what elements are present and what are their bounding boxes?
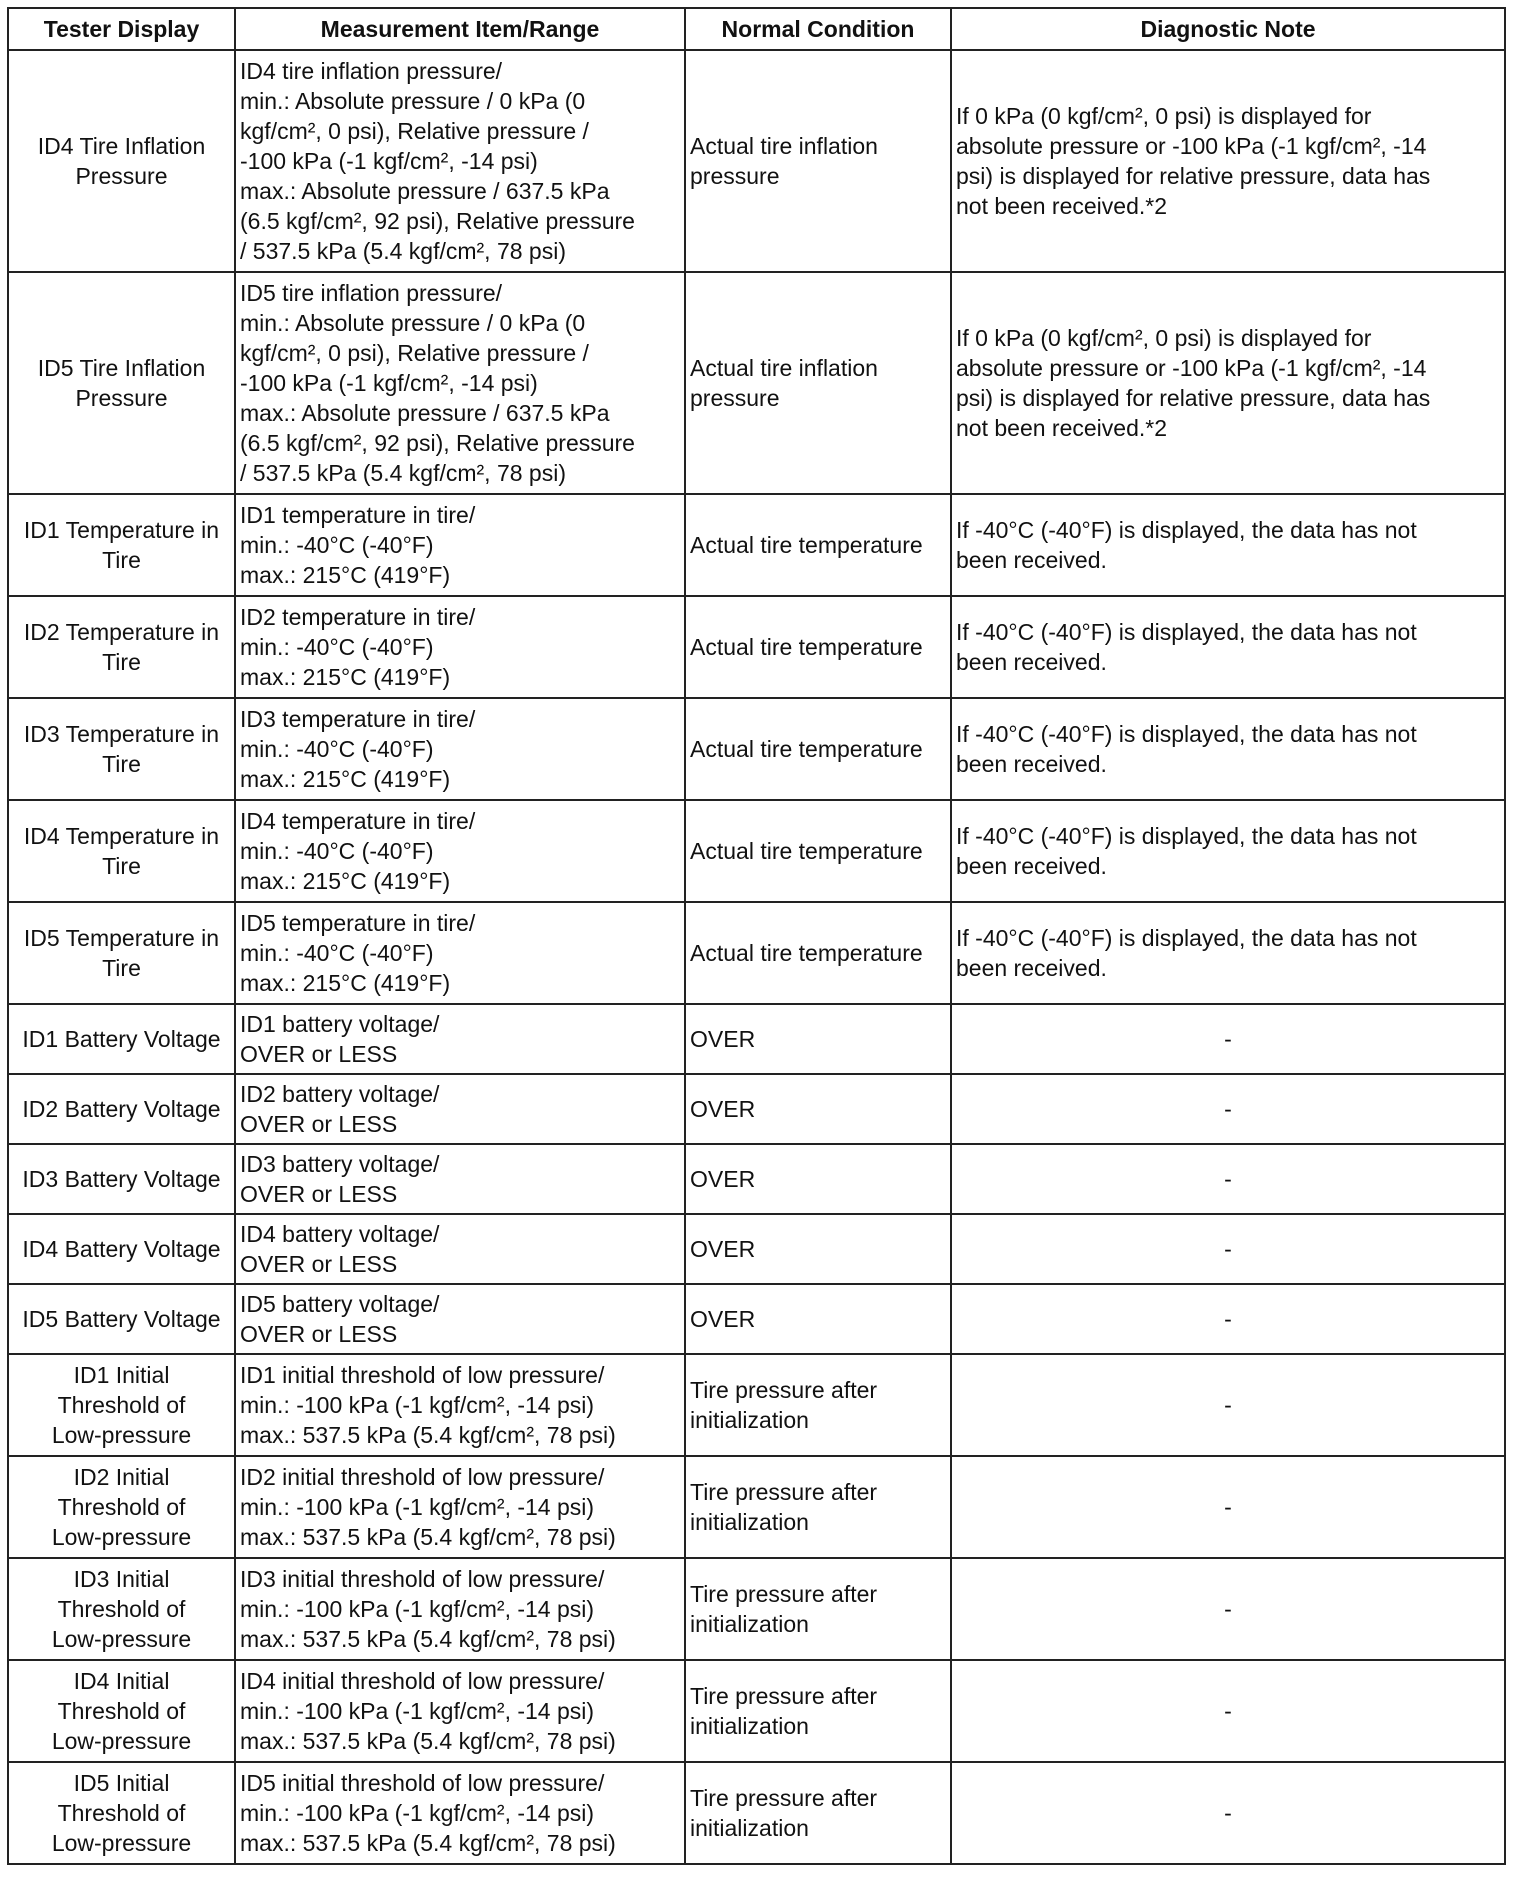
- cell-text-line: -: [1224, 1494, 1232, 1520]
- measurement-item-cell: [235, 1660, 685, 1762]
- diagnostic-note-cell: [951, 1762, 1505, 1864]
- cell-text-line: max.: 215°C (419°F): [240, 664, 451, 690]
- table-row: [8, 1456, 1505, 1558]
- cell-text-line: OVER or LESS: [240, 1111, 398, 1137]
- normal-condition-cell: [685, 272, 951, 494]
- cell-text-line: -: [1224, 1596, 1232, 1622]
- cell-text-line: If -40°C (-40°F) is displayed, the data has not: [956, 823, 1417, 849]
- header-diagnostic-note: Diagnostic Note: [951, 8, 1505, 50]
- cell-text-line: ID3 Battery Voltage: [22, 1166, 221, 1192]
- normal-condition-cell: [685, 698, 951, 800]
- measurement-item-cell: [235, 1214, 685, 1284]
- tester-display-cell: [8, 1354, 235, 1456]
- cell-text-line: min.: -100 kPa (-1 kgf/cm², -14 psi): [240, 1698, 595, 1724]
- cell-text-line: ID4 temperature in tire/: [240, 808, 476, 834]
- cell-text-line: min.: -40°C (-40°F): [240, 838, 434, 864]
- cell-text-line: (6.5 kgf/cm², 92 psi), Relative pressure: [240, 430, 635, 456]
- cell-text-line: ID2 initial threshold of low pressure/: [240, 1464, 605, 1490]
- cell-text-line: ID3 battery voltage/: [240, 1151, 440, 1177]
- cell-text-line: absolute pressure or -100 kPa (-1 kgf/cm², -14: [956, 355, 1427, 381]
- table-row: [8, 1558, 1505, 1660]
- cell-text-line: min.: -100 kPa (-1 kgf/cm², -14 psi): [240, 1494, 595, 1520]
- tester-display-cell: [8, 1144, 235, 1214]
- tester-display-cell: [8, 902, 235, 1004]
- cell-text-line: ID2 battery voltage/: [240, 1081, 440, 1107]
- cell-text-line: max.: 215°C (419°F): [240, 562, 451, 588]
- cell-text-line: Tire: [102, 955, 141, 981]
- normal-condition-cell: [685, 1214, 951, 1284]
- cell-text-line: OVER: [690, 1236, 756, 1262]
- measurement-item-cell: [235, 1456, 685, 1558]
- normal-condition-cell: [685, 1284, 951, 1354]
- measurement-item-cell: [235, 1558, 685, 1660]
- tester-display-cell: [8, 698, 235, 800]
- table-row: [8, 1660, 1505, 1762]
- measurement-item-cell: [235, 1284, 685, 1354]
- cell-text-line: ID4 tire inflation pressure/: [240, 58, 503, 84]
- cell-text-line: min.: -40°C (-40°F): [240, 736, 434, 762]
- cell-text-line: If -40°C (-40°F) is displayed, the data has not: [956, 721, 1417, 747]
- cell-text-line: Tire pressure after: [690, 1683, 878, 1709]
- measurement-item-cell: [235, 1144, 685, 1214]
- cell-text-line: ID1 Temperature in: [23, 517, 220, 543]
- diagnostic-note-cell: [951, 1558, 1505, 1660]
- cell-text-line: Low-pressure: [51, 1728, 192, 1754]
- measurement-item-cell: [235, 272, 685, 494]
- cell-text-line: pressure: [690, 163, 780, 189]
- table-row: [8, 1214, 1505, 1284]
- cell-text-line: Tire: [102, 751, 141, 777]
- cell-text-line: (6.5 kgf/cm², 92 psi), Relative pressure: [240, 208, 635, 234]
- cell-text-line: been received.: [956, 751, 1107, 777]
- cell-text-line: ID3 initial threshold of low pressure/: [240, 1566, 605, 1592]
- cell-text-line: ID5 Battery Voltage: [22, 1306, 221, 1332]
- normal-condition-cell: [685, 1074, 951, 1144]
- cell-text-line: -: [1224, 1166, 1232, 1192]
- cell-text-line: OVER: [690, 1026, 756, 1052]
- table-row: [8, 1762, 1505, 1864]
- cell-text-line: OVER: [690, 1306, 756, 1332]
- cell-text-line: Actual tire temperature: [690, 838, 923, 864]
- table-row: [8, 902, 1505, 1004]
- diagnostic-data-table: [7, 7, 1506, 1865]
- header-tester-display: Tester Display: [8, 8, 235, 50]
- measurement-item-cell: [235, 1074, 685, 1144]
- table-body: [8, 50, 1505, 1864]
- tester-display-cell: [8, 1074, 235, 1144]
- table-row: [8, 1074, 1505, 1144]
- cell-text-line: max.: 215°C (419°F): [240, 766, 451, 792]
- cell-text-line: min.: Absolute pressure / 0 kPa (0: [240, 310, 586, 336]
- normal-condition-cell: [685, 1004, 951, 1074]
- cell-text-line: Tire pressure after: [690, 1581, 878, 1607]
- cell-text-line: OVER: [690, 1096, 756, 1122]
- cell-text-line: -: [1224, 1800, 1232, 1826]
- document: [7, 7, 1506, 1865]
- measurement-item-cell: [235, 1354, 685, 1456]
- diagnostic-note-cell: [951, 698, 1505, 800]
- cell-text-line: max.: 537.5 kPa (5.4 kgf/cm², 78 psi): [240, 1626, 616, 1652]
- diagnostic-note-cell: [951, 50, 1505, 272]
- cell-text-line: -: [1224, 1698, 1232, 1724]
- cell-text-line: ID3 temperature in tire/: [240, 706, 476, 732]
- header-measurement-item: Measurement Item/Range: [235, 8, 685, 50]
- diagnostic-note-cell: [951, 1660, 1505, 1762]
- cell-text-line: -: [1224, 1306, 1232, 1332]
- cell-text-line: If 0 kPa (0 kgf/cm², 0 psi) is displayed for: [956, 103, 1372, 129]
- cell-text-line: ID1 battery voltage/: [240, 1011, 440, 1037]
- tester-display-cell: [8, 1456, 235, 1558]
- cell-text-line: min.: -100 kPa (-1 kgf/cm², -14 psi): [240, 1800, 595, 1826]
- table-row: [8, 1144, 1505, 1214]
- header-normal-condition: Normal Condition: [685, 8, 951, 50]
- cell-text-line: Low-pressure: [51, 1422, 192, 1448]
- tester-display-cell: [8, 494, 235, 596]
- cell-text-line: OVER or LESS: [240, 1181, 398, 1207]
- measurement-item-cell: [235, 698, 685, 800]
- table-row: [8, 272, 1505, 494]
- normal-condition-cell: [685, 902, 951, 1004]
- cell-text-line: Tire: [102, 649, 141, 675]
- cell-text-line: -100 kPa (-1 kgf/cm², -14 psi): [240, 370, 538, 396]
- tester-display-cell: [8, 800, 235, 902]
- diagnostic-note-cell: [951, 1354, 1505, 1456]
- cell-text-line: Tire: [102, 853, 141, 879]
- diagnostic-note-cell: [951, 1284, 1505, 1354]
- cell-text-line: kgf/cm², 0 psi), Relative pressure /: [240, 340, 589, 366]
- tester-display-cell: [8, 1284, 235, 1354]
- tester-display-cell: [8, 1004, 235, 1074]
- cell-text-line: Threshold of: [57, 1800, 186, 1826]
- cell-text-line: ID5 battery voltage/: [240, 1291, 440, 1317]
- cell-text-line: Low-pressure: [51, 1626, 192, 1652]
- cell-text-line: max.: 537.5 kPa (5.4 kgf/cm², 78 psi): [240, 1524, 616, 1550]
- measurement-item-cell: [235, 800, 685, 902]
- diagnostic-note-cell: [951, 1074, 1505, 1144]
- tester-display-cell: [8, 1558, 235, 1660]
- cell-text-line: OVER or LESS: [240, 1041, 398, 1067]
- cell-text-line: Actual tire temperature: [690, 532, 923, 558]
- cell-text-line: Actual tire temperature: [690, 736, 923, 762]
- table-row: [8, 1284, 1505, 1354]
- tester-display-cell: [8, 596, 235, 698]
- cell-text-line: Actual tire inflation: [690, 133, 878, 159]
- cell-text-line: Pressure: [75, 163, 168, 189]
- cell-text-line: Threshold of: [57, 1494, 186, 1520]
- cell-text-line: ID2 Initial: [73, 1464, 170, 1490]
- measurement-item-cell: [235, 902, 685, 1004]
- cell-text-line: / 537.5 kPa (5.4 kgf/cm², 78 psi): [240, 460, 566, 486]
- cell-text-line: absolute pressure or -100 kPa (-1 kgf/cm², -14: [956, 133, 1427, 159]
- cell-text-line: -100 kPa (-1 kgf/cm², -14 psi): [240, 148, 538, 174]
- cell-text-line: ID2 temperature in tire/: [240, 604, 476, 630]
- cell-text-line: ID5 Initial: [73, 1770, 170, 1796]
- normal-condition-cell: [685, 800, 951, 902]
- cell-text-line: OVER: [690, 1166, 756, 1192]
- diagnostic-note-cell: [951, 1456, 1505, 1558]
- tester-display-cell: [8, 1762, 235, 1864]
- cell-text-line: ID5 initial threshold of low pressure/: [240, 1770, 605, 1796]
- table-row: [8, 596, 1505, 698]
- cell-text-line: -: [1224, 1236, 1232, 1262]
- cell-text-line: Threshold of: [57, 1596, 186, 1622]
- cell-text-line: ID2 Battery Voltage: [22, 1096, 221, 1122]
- cell-text-line: ID4 battery voltage/: [240, 1221, 440, 1247]
- normal-condition-cell: [685, 1144, 951, 1214]
- cell-text-line: ID5 tire inflation pressure/: [240, 280, 503, 306]
- cell-text-line: ID4 Initial: [73, 1668, 170, 1694]
- cell-text-line: Threshold of: [57, 1698, 186, 1724]
- cell-text-line: max.: 537.5 kPa (5.4 kgf/cm², 78 psi): [240, 1422, 616, 1448]
- cell-text-line: ID5 temperature in tire/: [240, 910, 476, 936]
- cell-text-line: max.: 537.5 kPa (5.4 kgf/cm², 78 psi): [240, 1830, 616, 1856]
- cell-text-line: initialization: [690, 1407, 809, 1433]
- cell-text-line: max.: Absolute pressure / 637.5 kPa: [240, 400, 610, 426]
- cell-text-line: If -40°C (-40°F) is displayed, the data has not: [956, 619, 1417, 645]
- cell-text-line: max.: 537.5 kPa (5.4 kgf/cm², 78 psi): [240, 1728, 616, 1754]
- diagnostic-note-cell: [951, 800, 1505, 902]
- cell-text-line: If -40°C (-40°F) is displayed, the data has not: [956, 517, 1417, 543]
- tester-display-cell: [8, 272, 235, 494]
- cell-text-line: ID4 Battery Voltage: [22, 1236, 221, 1262]
- measurement-item-cell: [235, 1004, 685, 1074]
- diagnostic-note-cell: [951, 596, 1505, 698]
- cell-text-line: ID3 Temperature in: [23, 721, 220, 747]
- cell-text-line: initialization: [690, 1611, 809, 1637]
- cell-text-line: Actual tire inflation: [690, 355, 878, 381]
- cell-text-line: max.: 215°C (419°F): [240, 970, 451, 996]
- cell-text-line: been received.: [956, 853, 1107, 879]
- cell-text-line: OVER or LESS: [240, 1251, 398, 1277]
- cell-text-line: been received.: [956, 547, 1107, 573]
- cell-text-line: ID1 Initial: [73, 1362, 170, 1388]
- cell-text-line: / 537.5 kPa (5.4 kgf/cm², 78 psi): [240, 238, 566, 264]
- cell-text-line: OVER or LESS: [240, 1321, 398, 1347]
- tester-display-cell: [8, 1214, 235, 1284]
- measurement-item-cell: [235, 494, 685, 596]
- diagnostic-note-cell: [951, 494, 1505, 596]
- cell-text-line: ID4 initial threshold of low pressure/: [240, 1668, 605, 1694]
- cell-text-line: Threshold of: [57, 1392, 186, 1418]
- measurement-item-cell: [235, 596, 685, 698]
- cell-text-line: min.: -40°C (-40°F): [240, 940, 434, 966]
- cell-text-line: kgf/cm², 0 psi), Relative pressure /: [240, 118, 589, 144]
- cell-text-line: been received.: [956, 955, 1107, 981]
- table-header-row: [8, 8, 1505, 50]
- normal-condition-cell: [685, 494, 951, 596]
- diagnostic-note-cell: [951, 1004, 1505, 1074]
- cell-text-line: min.: Absolute pressure / 0 kPa (0: [240, 88, 586, 114]
- normal-condition-cell: [685, 1456, 951, 1558]
- cell-text-line: Actual tire temperature: [690, 940, 923, 966]
- normal-condition-cell: [685, 1558, 951, 1660]
- cell-text-line: ID1 initial threshold of low pressure/: [240, 1362, 605, 1388]
- cell-text-line: ID4 Temperature in: [23, 823, 220, 849]
- cell-text-line: If -40°C (-40°F) is displayed, the data has not: [956, 925, 1417, 951]
- cell-text-line: min.: -40°C (-40°F): [240, 532, 434, 558]
- cell-text-line: Tire pressure after: [690, 1785, 878, 1811]
- cell-text-line: ID3 Initial: [73, 1566, 170, 1592]
- cell-text-line: not been received.*2: [956, 193, 1167, 219]
- cell-text-line: Low-pressure: [51, 1830, 192, 1856]
- normal-condition-cell: [685, 50, 951, 272]
- cell-text-line: ID5 Tire Inflation: [37, 355, 206, 381]
- cell-text-line: Low-pressure: [51, 1524, 192, 1550]
- normal-condition-cell: [685, 1354, 951, 1456]
- cell-text-line: ID1 Battery Voltage: [22, 1026, 221, 1052]
- cell-text-line: -: [1224, 1392, 1232, 1418]
- diagnostic-note-cell: [951, 272, 1505, 494]
- cell-text-line: -: [1224, 1026, 1232, 1052]
- cell-text-line: min.: -40°C (-40°F): [240, 634, 434, 660]
- measurement-item-cell: [235, 1762, 685, 1864]
- cell-text-line: psi) is displayed for relative pressure, data has: [956, 163, 1431, 189]
- cell-text-line: Tire pressure after: [690, 1377, 878, 1403]
- cell-text-line: -: [1224, 1096, 1232, 1122]
- cell-text-line: ID2 Temperature in: [23, 619, 220, 645]
- diagnostic-note-cell: [951, 902, 1505, 1004]
- measurement-item-cell: [235, 50, 685, 272]
- cell-text-line: max.: Absolute pressure / 637.5 kPa: [240, 178, 610, 204]
- cell-text-line: psi) is displayed for relative pressure, data has: [956, 385, 1431, 411]
- normal-condition-cell: [685, 596, 951, 698]
- tester-display-cell: [8, 1660, 235, 1762]
- cell-text-line: initialization: [690, 1713, 809, 1739]
- normal-condition-cell: [685, 1762, 951, 1864]
- cell-text-line: min.: -100 kPa (-1 kgf/cm², -14 psi): [240, 1392, 595, 1418]
- table-row: [8, 50, 1505, 272]
- cell-text-line: Tire: [102, 547, 141, 573]
- cell-text-line: ID1 temperature in tire/: [240, 502, 476, 528]
- cell-text-line: If 0 kPa (0 kgf/cm², 0 psi) is displayed for: [956, 325, 1372, 351]
- cell-text-line: max.: 215°C (419°F): [240, 868, 451, 894]
- cell-text-line: initialization: [690, 1815, 809, 1841]
- table-row: [8, 698, 1505, 800]
- diagnostic-note-cell: [951, 1214, 1505, 1284]
- table-row: [8, 1004, 1505, 1074]
- cell-text-line: ID5 Temperature in: [23, 925, 220, 951]
- cell-text-line: pressure: [690, 385, 780, 411]
- diagnostic-note-cell: [951, 1144, 1505, 1214]
- cell-text-line: ID4 Tire Inflation: [37, 133, 206, 159]
- cell-text-line: initialization: [690, 1509, 809, 1535]
- cell-text-line: been received.: [956, 649, 1107, 675]
- cell-text-line: Tire pressure after: [690, 1479, 878, 1505]
- cell-text-line: not been received.*2: [956, 415, 1167, 441]
- cell-text-line: Actual tire temperature: [690, 634, 923, 660]
- cell-text-line: min.: -100 kPa (-1 kgf/cm², -14 psi): [240, 1596, 595, 1622]
- tester-display-cell: [8, 50, 235, 272]
- normal-condition-cell: [685, 1660, 951, 1762]
- cell-text-line: Pressure: [75, 385, 168, 411]
- table-row: [8, 1354, 1505, 1456]
- table-row: [8, 494, 1505, 596]
- table-row: [8, 800, 1505, 902]
